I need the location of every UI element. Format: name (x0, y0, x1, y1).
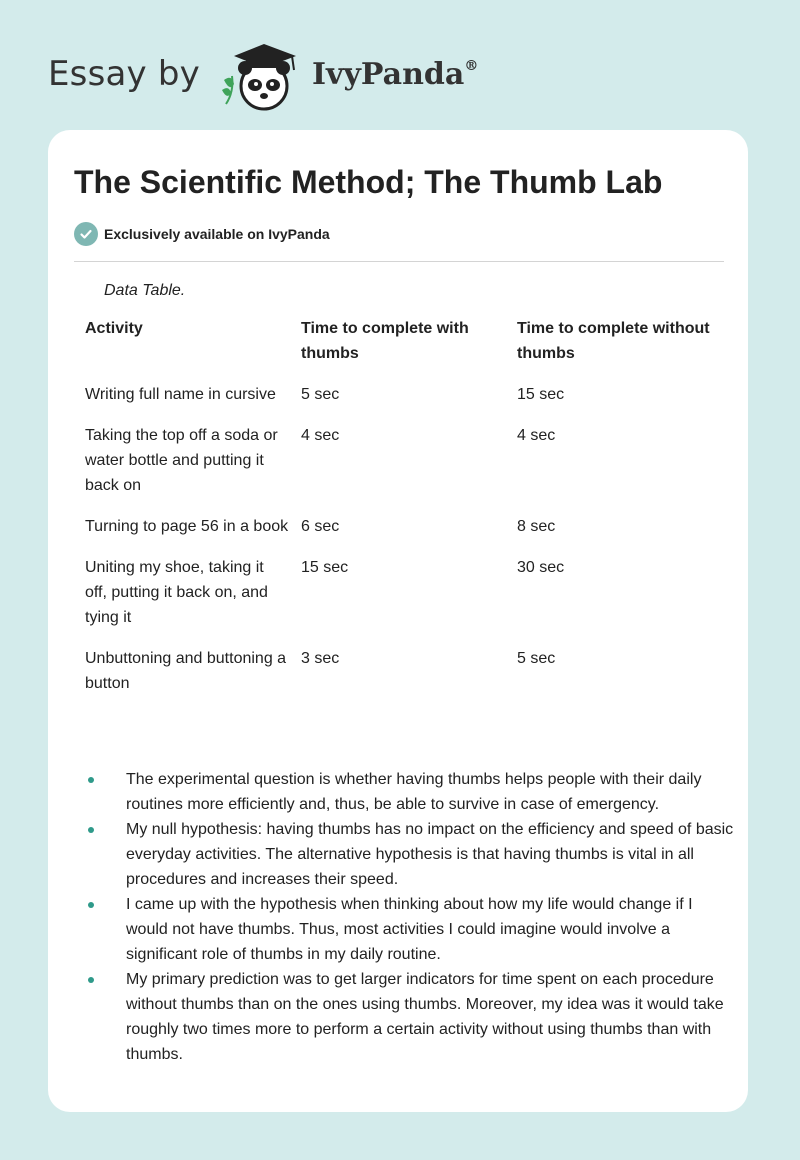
list-item: I came up with the hypothesis when thinking about how my life would change if I would not have thumbs. Thus, most activities I could imagine would involve a significant role of thumbs in my daily routine. (74, 892, 734, 967)
page-title: The Scientific Method; The Thumb Lab (74, 164, 663, 200)
table-header-row (74, 313, 724, 379)
exclusive-label: Exclusively available on IvyPanda (104, 226, 330, 242)
table-cell: 4 sec (517, 427, 556, 444)
list-item: My primary prediction was to get larger indicators for time spent on each procedure without thumbs than on the ones using thumbs. Moreover, my idea was it would take roughly two times more to perform a certain activity without using thumbs than with thumbs. (74, 967, 734, 1067)
article-card (48, 130, 748, 1112)
bullet-dot-icon (88, 827, 94, 833)
table-cell: 8 sec (517, 518, 556, 535)
table-cell: Turning to page 56 in a book (85, 518, 289, 535)
checkmark-icon (74, 222, 98, 246)
column-header: Activity (85, 320, 143, 337)
table-cell: 4 sec (301, 427, 340, 444)
table-row (74, 379, 724, 420)
table-cell: Writing full name in cursive (85, 386, 276, 403)
table-cell: 6 sec (301, 518, 340, 535)
bullet-list (74, 767, 734, 1067)
exclusive-badge (74, 222, 330, 246)
divider (74, 261, 724, 262)
list-item: My null hypothesis: having thumbs has no impact on the efficiency and speed of basic everyday activities. The alternative hypothesis is that having thumbs is vital in all procedures and increases their speed. (74, 817, 734, 892)
brand-name: IvyPanda® (311, 56, 479, 92)
bullet-dot-icon (88, 902, 94, 908)
column-header: Time to complete without thumbs (517, 320, 710, 362)
table-cell: Unbuttoning and buttoning a button (85, 650, 287, 692)
table-cell: Taking the top off a soda or water bottle and putting it back on (85, 427, 278, 494)
table-cell: 15 sec (517, 386, 565, 403)
column-header: Time to complete with thumbs (301, 320, 469, 362)
table-cell: 5 sec (301, 386, 340, 403)
table-row (74, 511, 724, 552)
table-cell: 30 sec (517, 559, 565, 576)
panda-logo-icon (216, 36, 306, 112)
essay-by-label: Essay by (48, 54, 200, 94)
bullet-dot-icon (88, 977, 94, 983)
table-cell: 5 sec (517, 650, 556, 667)
bullet-dot-icon (88, 777, 94, 783)
table-caption: Data Table. (104, 282, 186, 299)
table-row (74, 420, 724, 511)
list-item: The experimental question is whether having thumbs helps people with their daily routines more efficiently and, thus, be able to survive in case of emergency. (74, 767, 734, 817)
site-header (48, 36, 508, 112)
table-cell: Uniting my shoe, taking it off, putting it back on, and tying it (85, 559, 268, 626)
table-cell: 3 sec (301, 650, 340, 667)
table-row (74, 552, 724, 643)
data-table (74, 313, 724, 709)
table-cell: 15 sec (301, 559, 349, 576)
table-row (74, 643, 724, 709)
